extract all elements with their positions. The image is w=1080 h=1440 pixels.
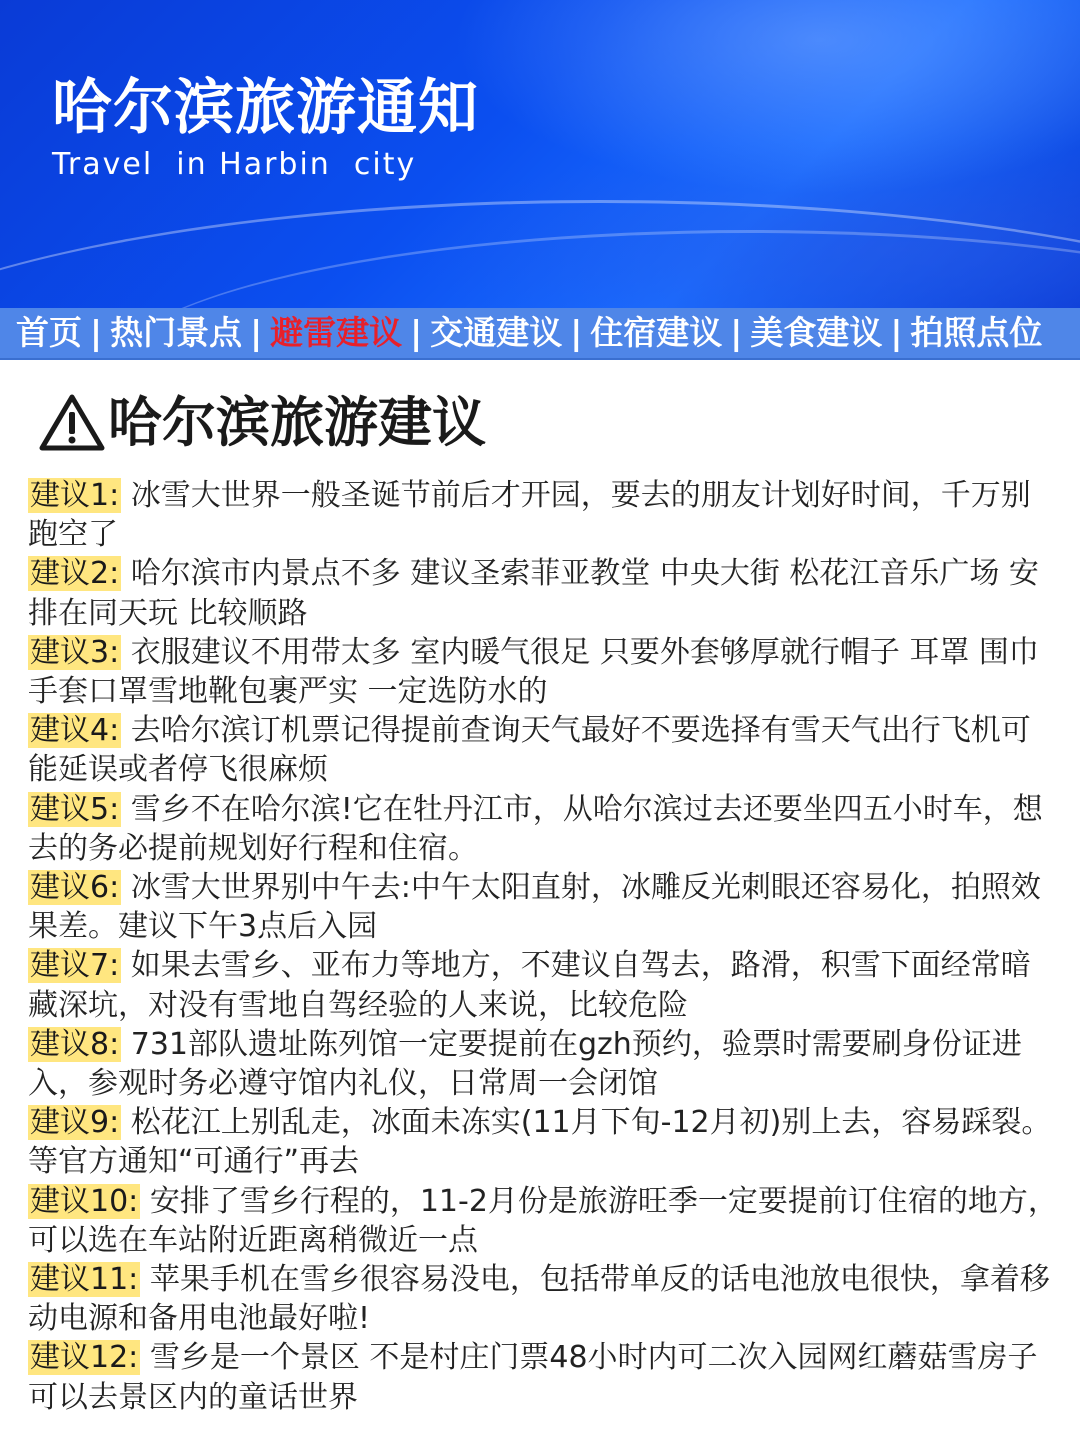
list-item — [28, 476, 1058, 554]
nav-separator: | — [250, 313, 263, 352]
list-item — [28, 1103, 1058, 1181]
tip-text: 哈尔滨市内景点不多 建议圣索菲亚教堂 中央大街 松花江音乐广场 安排在同天玩 比较顺路 — [28, 556, 1039, 631]
nav-item-hot-spots[interactable]: 热门景点 — [110, 313, 243, 352]
page-subtitle: Travel in Harbin city — [52, 147, 417, 182]
nav-item-transport-tips[interactable]: 交通建议 — [430, 313, 563, 352]
nav-separator: | — [570, 313, 583, 352]
list-item — [28, 711, 1058, 789]
tip-text: 去哈尔滨订机票记得提前查询天气最好不要选择有雪天气出行飞机可能延误或者停飞很麻烦 — [28, 713, 1031, 788]
tips-list — [28, 476, 1058, 1417]
tip-tag: 建议10: — [30, 1183, 139, 1219]
top-nav — [0, 308, 1080, 360]
tip-text: 安排了雪乡行程的，11-2月份是旅游旺季一定要提前订住宿的地方，可以选在车站附近距离稍微近一点 — [28, 1183, 1058, 1258]
list-item — [28, 1025, 1058, 1103]
tip-text: 衣服建议不用带太多 室内暖气很足 只要外套够厚就行帽子 耳罩 围巾手套口罩雪地靴包裹严实 一定选防水的 — [28, 634, 1039, 710]
nav-separator: | — [410, 313, 423, 352]
nav-separator: | — [890, 313, 903, 352]
list-item — [28, 790, 1058, 868]
tip-text: 731部队遗址陈列馆一定要提前在gzh预约，验票时需要刷身份证进入，参观时务必遵守馆内礼仪，日常周一会闭馆 — [28, 1026, 1022, 1102]
tip-text: 如果去雪乡、亚布力等地方，不建议自驾去，路滑，积雪下面经常暗藏深坑，对没有雪地自驾经验的人来说，比较危险 — [28, 948, 1031, 1023]
tip-text: 雪乡是一个景区 不是村庄门票48小时内可二次入园网红蘑菇雪房子 可以去景区内的童话世界 — [28, 1340, 1038, 1415]
nav-item-pitfall-tips[interactable]: 避雷建议 — [270, 313, 403, 352]
tip-tag: 建议9: — [30, 1105, 120, 1141]
tip-text: 冰雪大世界一般圣诞节前后才开园，要去的朋友计划好时间，千万别跑空了 — [28, 478, 1031, 553]
tip-tag: 建议1: — [30, 478, 120, 513]
header-banner — [0, 0, 1080, 308]
list-item — [28, 1182, 1058, 1260]
nav-item-photo-spots[interactable]: 拍照点位 — [910, 313, 1043, 352]
tip-text: 苹果手机在雪乡很容易没电，包括带单反的话电池放电很快，拿着移动电源和备用电池最好啦! — [28, 1262, 1050, 1337]
section-heading — [38, 388, 486, 458]
tip-text: 冰雪大世界别中午去:中午太阳直射，冰雕反光刺眼还容易化，拍照效果差。建议下午3点后入园 — [28, 870, 1041, 945]
tip-text: 雪乡不在哈尔滨!它在牡丹江市，从哈尔滨过去还要坐四五小时车，想去的务必提前规划好行程和住宿。 — [28, 791, 1043, 866]
tip-tag: 建议2: — [30, 556, 120, 592]
page-title: 哈尔滨旅游通知 — [52, 73, 479, 143]
tip-tag: 建议4: — [30, 713, 120, 749]
tip-tag: 建议12: — [30, 1340, 139, 1376]
tip-tag: 建议11: — [30, 1262, 139, 1298]
warning-icon — [38, 392, 106, 454]
nav-item-home[interactable]: 首页 — [16, 313, 82, 352]
tip-text: 松花江上别乱走，冰面未冻实(11月下旬-12月初)别上去，容易踩裂。等官方通知“可通行”再去 — [28, 1105, 1052, 1180]
list-item — [28, 868, 1058, 946]
tip-tag: 建议8: — [30, 1026, 120, 1062]
list-item — [28, 946, 1058, 1024]
nav-item-food-tips[interactable]: 美食建议 — [750, 313, 883, 352]
tip-tag: 建议6: — [30, 870, 120, 906]
tip-tag: 建议7: — [30, 948, 120, 984]
nav-separator: | — [90, 313, 103, 352]
section-title: 哈尔滨旅游建议 — [108, 391, 486, 454]
list-item — [28, 1338, 1058, 1416]
nav-item-lodging-tips[interactable]: 住宿建议 — [590, 313, 723, 352]
tip-tag: 建议5: — [30, 791, 120, 827]
tip-tag: 建议3: — [30, 634, 120, 670]
list-item — [28, 1260, 1058, 1338]
nav-separator: | — [730, 313, 743, 352]
list-item — [28, 554, 1058, 632]
list-item — [28, 633, 1058, 711]
